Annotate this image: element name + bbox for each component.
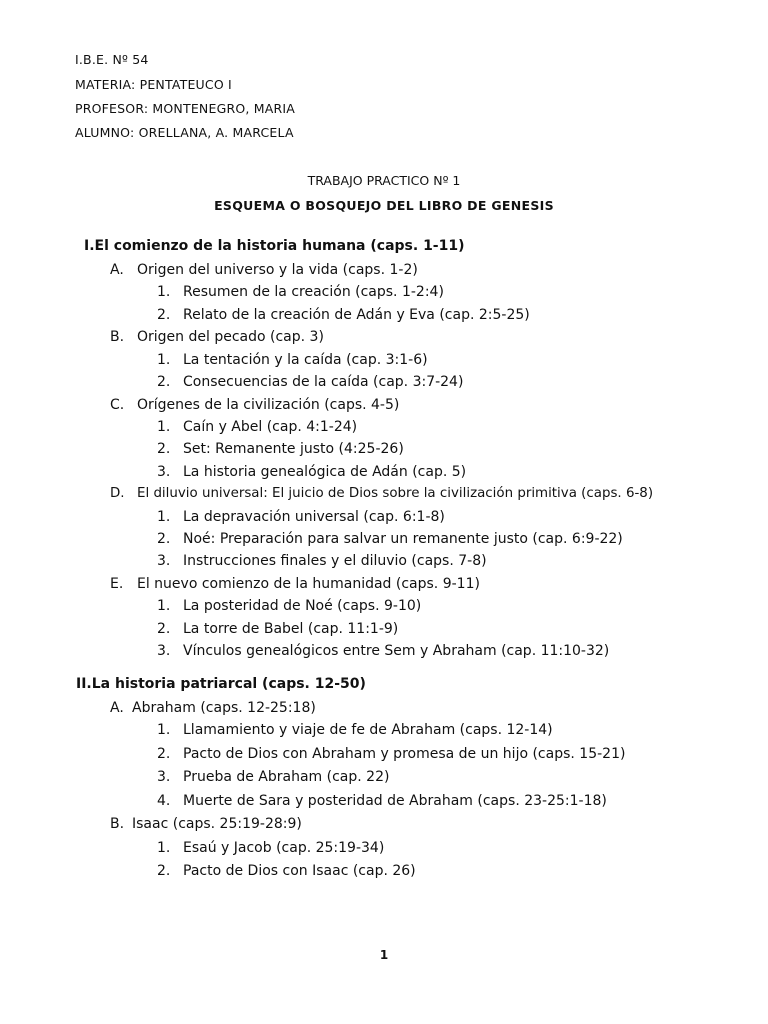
section-heading [84, 238, 465, 254]
subitem-text: Pacto de Dios con Isaac (cap. 26) [183, 863, 416, 879]
subitem-text: Pacto de Dios con Abraham y promesa de un hijo (caps. 15-21) [183, 746, 626, 762]
header-student: ALUMNO: ORELLANA, A. MARCELA [75, 125, 294, 140]
item-label: D. [110, 486, 125, 501]
header-professor: PROFESOR: MONTENEGRO, MARIA [75, 101, 295, 116]
item-label: E. [110, 576, 124, 592]
subitem-label: 1. [157, 598, 171, 614]
item-label: A. [110, 700, 124, 716]
subitem-text: Llamamiento y viaje de fe de Abraham (caps. 12-14) [183, 722, 553, 738]
item-text: Abraham (caps. 12-25:18) [132, 700, 316, 716]
item-label: A. [110, 262, 124, 278]
item-text: El diluvio universal: El juicio de Dios sobre la civilización primitiva (caps. 6-8) [137, 486, 654, 501]
subitem-text: Caín y Abel (cap. 4:1-24) [183, 419, 358, 435]
subitem-label: 2. [157, 441, 171, 457]
item-text: El nuevo comienzo de la humanidad (caps. 9-11) [137, 576, 480, 592]
item-label: B. [110, 329, 125, 345]
subitem-label: 2. [157, 746, 171, 762]
subitem-label: 1. [157, 509, 171, 525]
item-text: Origen del pecado (cap. 3) [137, 329, 324, 345]
item-text: Isaac (caps. 25:19-28:9) [132, 816, 302, 832]
subitem-label: 1. [157, 722, 171, 738]
document-title: ESQUEMA O BOSQUEJO DEL LIBRO DE GENESIS [214, 198, 554, 213]
section-heading [76, 676, 366, 692]
subitem-label: 3. [157, 464, 171, 480]
item-text: Orígenes de la civilización (caps. 4-5) [137, 397, 400, 413]
subitem-text: Noé: Preparación para salvar un remanente justo (cap. 6:9-22) [183, 531, 623, 547]
subitem-label: 2. [157, 307, 171, 323]
subitem-text: Set: Remanente justo (4:25-26) [183, 441, 404, 457]
subitem-text: Vínculos genealógicos entre Sem y Abraham (cap. 11:10-32) [183, 643, 610, 659]
page-number: 1 [379, 948, 389, 962]
section-title: La historia patriarcal (caps. 12-50) [91, 676, 366, 692]
subitem-label: 1. [157, 419, 171, 435]
subitem-label: 2. [157, 863, 171, 879]
section-number: I. [84, 238, 95, 254]
assignment-label: TRABAJO PRACTICO Nº 1 [307, 173, 461, 188]
item-label: B. [110, 816, 125, 832]
subitem-text: La torre de Babel (cap. 11:1-9) [183, 621, 399, 637]
section-number: II. [76, 676, 92, 692]
subitem-label: 4. [157, 793, 171, 809]
header-institution: I.B.E. Nº 54 [75, 52, 149, 67]
subitem-text: Relato de la creación de Adán y Eva (cap. 2:5-25) [183, 307, 530, 323]
subitem-text: La historia genealógica de Adán (cap. 5) [183, 464, 467, 480]
subitem-text: Prueba de Abraham (cap. 22) [183, 769, 390, 785]
subitem-text: Muerte de Sara y posteridad de Abraham (caps. 23-25:1-18) [183, 793, 607, 809]
subitem-label: 3. [157, 643, 171, 659]
item-label: C. [110, 397, 125, 413]
subitem-label: 1. [157, 352, 171, 368]
subitem-label: 2. [157, 621, 171, 637]
subitem-text: La posteridad de Noé (caps. 9-10) [183, 598, 422, 614]
subitem-label: 1. [157, 284, 171, 300]
section-title: El comienzo de la historia humana (caps. 1-11) [94, 238, 465, 254]
subitem-text: Instrucciones finales y el diluvio (caps. 7-8) [183, 553, 487, 569]
subitem-label: 3. [157, 769, 171, 785]
subitem-label: 2. [157, 374, 171, 390]
subitem-text: La depravación universal (cap. 6:1-8) [183, 509, 445, 525]
subitem-text: Consecuencias de la caída (cap. 3:7-24) [183, 374, 464, 390]
subitem-label: 1. [157, 840, 171, 856]
item-text: Origen del universo y la vida (caps. 1-2) [137, 262, 418, 278]
subitem-label: 3. [157, 553, 171, 569]
subitem-text: La tentación y la caída (cap. 3:1-6) [183, 352, 428, 368]
subitem-label: 2. [157, 531, 171, 547]
subitem-text: Esaú y Jacob (cap. 25:19-34) [183, 840, 385, 856]
header-subject: MATERIA: PENTATEUCO I [75, 77, 232, 92]
subitem-text: Resumen de la creación (caps. 1-2:4) [183, 284, 444, 300]
